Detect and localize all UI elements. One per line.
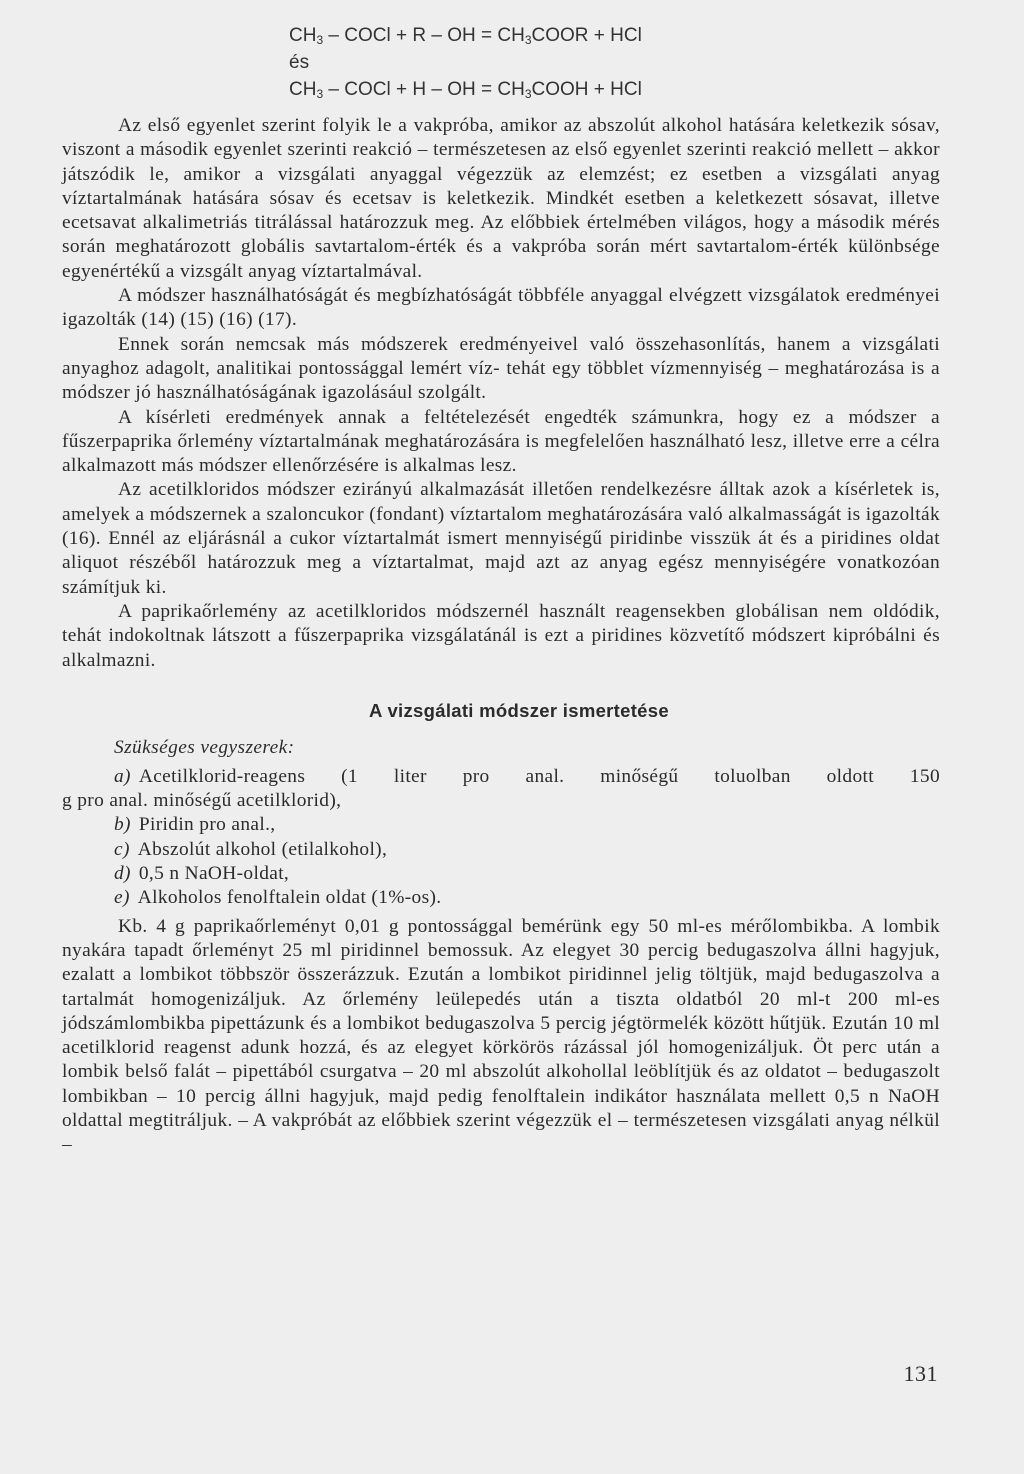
reagent-item bbox=[62, 765, 940, 814]
paragraph: A módszer használhatóságát és megbízhatóságát többféle anyaggal elvégzett vizsgálatok eredményei igazolták (14) (15) (16) (17). bbox=[62, 285, 940, 331]
reagent-item bbox=[62, 886, 940, 910]
equation-2 bbox=[62, 74, 940, 106]
reagent-item bbox=[62, 838, 940, 862]
eq2-part-c: COOH + HCl bbox=[531, 79, 642, 100]
eq1-part-a: CH bbox=[289, 25, 317, 46]
reagents-heading: Szükséges vegyszerek: bbox=[114, 736, 295, 758]
section-title: A vizsgálati módszer ismertetése bbox=[369, 699, 669, 721]
reagent-item bbox=[62, 862, 940, 886]
eq2-sub-b: 3 bbox=[524, 87, 532, 101]
eq1-sub-a: 3 bbox=[316, 33, 324, 47]
equation-conjunction: és bbox=[289, 52, 310, 73]
reagent-text: Abszolút alkohol (etilalkohol), bbox=[137, 838, 388, 860]
reagent-letter: c) bbox=[114, 838, 130, 860]
procedure-paragraph: Kb. 4 g paprikaőrleményt 0,01 g pontossággal bemérünk egy 50 ml-es mérőlombikba. A lombik nyakára tapadt őrleményt 25 ml piridinnel bemossuk. Az elegyet 30 percig bedugaszolva állni hagyjuk, ezalatt a lombikot többször összerázzuk. Ezután a lombikot piridinnel jelig töltjük, majd bedugaszolva a tartalmát homogenizáljuk. Az őrlemény leülepedés után a tiszta oldatból 20 ml-t 200 ml-es jódszámlombikba pipettázunk és a lombikot bedugaszolva 5 percig jégtörmelék között hűtjük. Ezután 10 ml acetilklorid reagenst adunk hozzá, és az elegyet körkörös rázással jól homogenizáljuk. Öt perc után a lombik belső falát – pipettából csurgatva – 20 ml abszolút alkohollal leöblítjük és az oldatot – bedugaszolt lombikban – 10 percig állni hagyjuk, majd pedig fenolftalein indikátor használata mellett 0,5 n NaOH oldattal megtitráljuk. – A vakpróbát az előbbiek szerint végezzük el – természetesen vizsgálati anyag nélkül – bbox=[62, 915, 940, 1156]
reagent-text: Piridin pro anal., bbox=[138, 814, 276, 836]
eq2-part-b: – COCl + H – OH = CH bbox=[323, 79, 525, 100]
body-text bbox=[62, 114, 940, 673]
reagent-text: Alkoholos fenolftalein oldat (1%-os). bbox=[137, 887, 442, 909]
eq2-sub-a: 3 bbox=[316, 87, 324, 101]
reagent-line bbox=[114, 765, 940, 789]
reagent-letter: a) bbox=[114, 765, 131, 787]
reagent-letter: e) bbox=[114, 887, 130, 909]
reagent-continuation: g pro anal. minőségű acetilklorid), bbox=[62, 790, 342, 812]
eq1-sub-b: 3 bbox=[524, 33, 532, 47]
reagent-text: Acetilklorid-reagens (1 liter pro anal. minőségű toluolban oldott 150 bbox=[138, 765, 940, 787]
page-number: 131 bbox=[903, 1361, 938, 1386]
reagent-text: 0,5 n NaOH-oldat, bbox=[138, 863, 290, 885]
paragraph: Az első egyenlet szerint folyik le a vakpróba, amikor az abszolút alkohol hatására keletkezik sósav, viszont a második egyenlet szerinti reakció – természetesen az első egyenlet szerinti reakció mellett – akkor játszódik le, amikor a vizsgálati anyaggal végezzük az elemzést; ez esetben a vizsgálati anyag víztartalmának hatására sósav és ecetsav is keletkezik. Mindkét esetben a keletkezett sósavat, illetve ecetsavat alkalimetriás titrálással határozzuk meg. Az előbbiek értelmében világos, hogy a második mérés során meghatározott globális savtartalom-érték és a vakpróba során mért savtartalom-érték különbsége egyenértékű a vizsgált anyag víztartalmával. bbox=[62, 115, 940, 282]
eq2-part-a: CH bbox=[289, 79, 317, 100]
paragraph: Ennek során nemcsak más módszerek eredményeivel való összehasonlítás, hanem a vizsgálati anyaghoz adagolt, analitikai pontossággal lemért víz- tehát egy többlet vízmennyiség – meghatározása is a módszer jó használhatóságának igazolásául szolgált. bbox=[62, 333, 940, 404]
paragraph: A kísérleti eredmények annak a feltételezését engedték számunkra, hogy ez a módszer a fűszerpaprika őrlemény víztartalmának meghatározására is megfelelően használható lesz, illetve erre a célra alkalmazott más módszer ellenőrzésére is alkalmas lesz. bbox=[62, 406, 940, 477]
reagent-letter: b) bbox=[114, 814, 131, 836]
equation-1 bbox=[62, 20, 940, 52]
paragraph: Az acetilkloridos módszer ezirányú alkalmazását illetően rendelkezésre álltak azok a kísérletek is, amelyek a módszernek a szaloncukor (fondant) víztartalom meghatározására való alkalmasságát is igazolták (16). Ennél az eljárásnál a cukor víztartalmát ismert mennyiségű piridinbe visszük át és a piridines oldat aliquot részéből határozzuk meg a víztartalmat, majd azt az anyag egész mennyiségére vonatkozóan számítjuk ki. bbox=[62, 479, 940, 598]
eq1-part-b: – COCl + R – OH = CH bbox=[323, 25, 525, 46]
eq1-part-c: COOR + HCl bbox=[531, 25, 642, 46]
reagent-item bbox=[62, 813, 940, 837]
paragraph: A paprikaőrlemény az acetilkloridos módszernél használt reagensekben globálisan nem oldódik, tehát indokoltnak látszott a fűszerpaprika vizsgálatánál is ezt a piridines közvetítő módszert kipróbálni és alkalmazni. bbox=[62, 600, 940, 671]
reagent-letter: d) bbox=[114, 863, 131, 885]
